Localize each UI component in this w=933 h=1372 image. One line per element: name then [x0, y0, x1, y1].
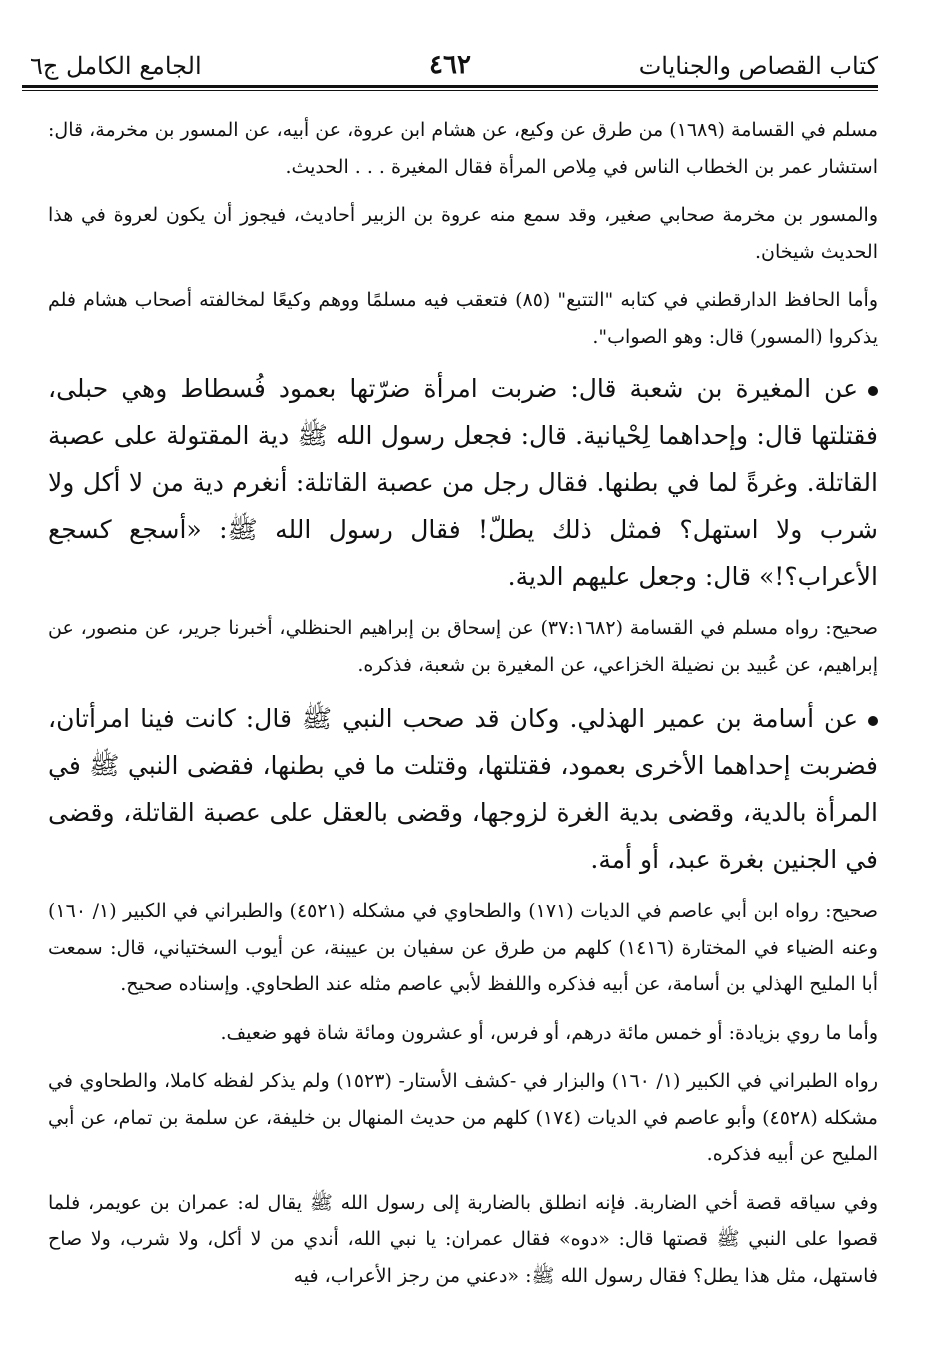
- note-paragraph: صحيح: رواه مسلم في القسامة (٣٧:١٦٨٢) عن إسحاق بن إبراهيم الحنظلي، أخبرنا جرير، عن منصور، عن إبراهيم، عن عُبيد بن نضيلة الخزاعي، عن المغيرة بن شعبة، فذكره.: [48, 617, 878, 676]
- volume-title: الجامع الكامل ج٦: [30, 52, 202, 80]
- book-title: كتاب القصاص والجنايات: [638, 52, 878, 80]
- page-number: ٤٦٢: [429, 50, 471, 80]
- note-paragraph: مسلم في القسامة (١٦٨٩) من طرق عن وكيع، عن هشام ابن عروة، عن أبيه، عن المسور بن مخرمة، قال: استشار عمر بن الخطاب الناس في مِلاص المرأة فقال المغيرة . . . الحديث.: [48, 119, 879, 178]
- bullet-icon: [868, 386, 878, 396]
- note-paragraph: وفي سياقه قصة أخي الضاربة. فإنه انطلق بالضاربة إلى رسول الله ﷺ يقال له: عمران بن عويمر، فلما قصوا على النبي ﷺ قصتها قال: «دوه» فقال عمران: يا نبي الله، أندي من لا أكل، ولا شرب، ولا صاح فاستهل، مثل هذا يطل؟ فقال رسول الله ﷺ: «دعني من رجز الأعراب، فيه: [48, 1191, 879, 1287]
- note-paragraph: والمسور بن مخرمة صحابي صغير، وقد سمع منه عروة بن الزبير أحاديث، فيجوز أن يكون لعروة في هذا الحديث شيخان.: [48, 204, 878, 263]
- note-paragraph: وأما الحافظ الدارقطني في كتابه "التتبع" (٨٥) فتعقب فيه مسلمًا ووهم وكيعًا لمخالفته أصحاب هشام فلم يذكروا (المسور) قال: وهو الصواب".: [48, 289, 878, 348]
- hadith-paragraph: عن أسامة بن عمير الهذلي. وكان قد صحب النبي ﷺ قال: كانت فينا امرأتان، فضربت إحداهما الأخرى بعمود، فقتلتها، وقتلت ما في بطنها، فقضى النبي ﷺ في المرأة بالدية، وقضى بدية الغرة لزوجها، وقضى بالعقل على عصبة القاتلة، وقضى في الجنين بغرة عبد، أو أمة.: [48, 704, 878, 874]
- note-paragraph: صحيح: رواه ابن أبي عاصم في الديات (١٧١) والطحاوي في مشكله (٤٥٢١) والطبراني في الكبير (١/ ١٦٠) وعنه الضياء في المختارة (١٤١٦) كلهم من طرق عن سفيان بن عيينة، عن أيوب السختياني، قال: سمعت أبا المليح الهذلي بن أسامة، عن أبيه فذكره واللفظ لأبي عاصم مثله عند الطحاوي. وإسناده صحيح.: [48, 900, 878, 995]
- bullet-icon: [868, 716, 878, 726]
- header-rule: [22, 85, 878, 88]
- hadith-paragraph: عن المغيرة بن شعبة قال: ضربت امرأة ضرّتها بعمود فُسطاط وهي حبلى، فقتلتها قال: وإحداهما لِحْيانية. قال: فجعل رسول الله ﷺ دية المقتولة على عصبة القاتلة. وغرةً لما في بطنها. فقال رجل من عصبة القاتلة: أنغرم دية من لا أكل ولا شرب ولا استهل؟ فمثل ذلك يطلّ! فقال رسول الله ﷺ: «أسجع كسجع الأعراب؟!» قال: وجعل عليهم الدية.: [48, 374, 878, 591]
- header-rule-thin: [22, 90, 878, 91]
- page-body: [48, 112, 878, 1294]
- note-paragraph: رواه الطبراني في الكبير (١/ ١٦٠) والبزار في -كشف الأستار- (١٥٢٣) ولم يذكر لفظه كاملا، والطحاوي في مشكله (٤٥٢٨) وأبو عاصم في الديات (١٧٤) كلهم من حديث المنهال بن خليفة، عن سلمة بن تمام، عن أبي المليح عن أبيه فذكره.: [48, 1070, 878, 1165]
- note-paragraph: وأما ما روي بزيادة: أو خمس مائة درهم، أو فرس، أو عشرون ومائة شاة فهو ضعيف.: [220, 1021, 878, 1044]
- page-header: [22, 50, 878, 82]
